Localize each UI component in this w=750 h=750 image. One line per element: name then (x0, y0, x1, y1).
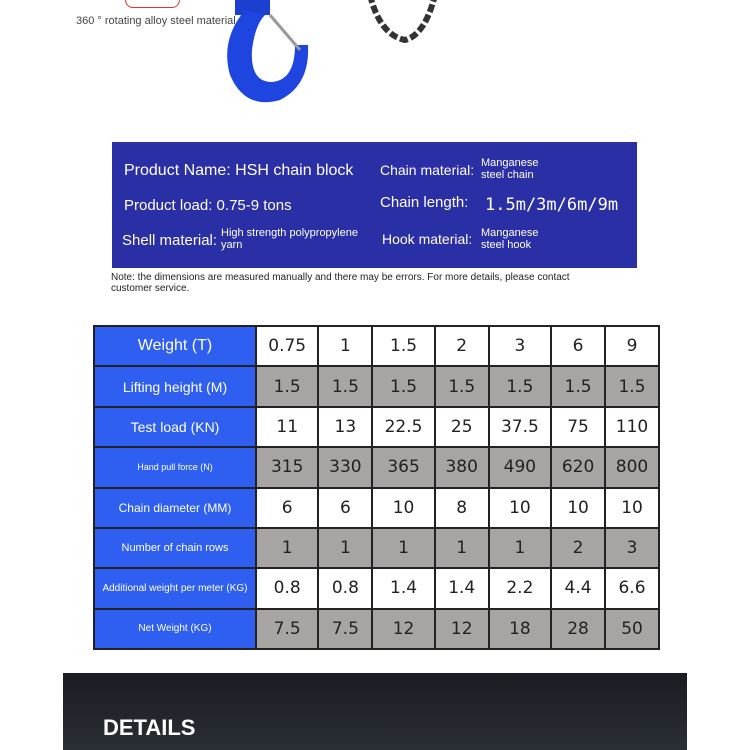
chain-material-label: Chain material: (380, 162, 475, 178)
row-label: Weight (T) (94, 326, 256, 366)
table-row (94, 609, 659, 649)
table-cell: 1.4 (372, 568, 434, 608)
table-row (94, 326, 659, 366)
table-cell: 4.4 (551, 568, 605, 608)
table-cell: 2.2 (489, 568, 551, 608)
table-cell: 22.5 (372, 407, 434, 447)
chain-length-value: 1.5m/3m/6m/9m (485, 195, 619, 215)
table-cell: 1 (318, 528, 372, 568)
hook-image (210, 0, 320, 115)
hook-label: Hook material: (382, 231, 473, 247)
table-row (94, 568, 659, 608)
table-cell: 1 (372, 528, 434, 568)
table-row (94, 528, 659, 568)
spec-table (93, 325, 660, 650)
table-cell: 490 (489, 447, 551, 487)
table-cell: 28 (551, 609, 605, 649)
table-cell: 1 (489, 528, 551, 568)
table-cell: 25 (435, 407, 489, 447)
hook-value: Manganese steel hook (481, 227, 539, 251)
rotation-caption: 360 ° rotating alloy steel material (76, 15, 236, 27)
table-cell: 365 (372, 447, 434, 487)
row-label: Net Weight (KG) (94, 609, 256, 649)
table-cell: 10 (551, 488, 605, 528)
table-cell: 6 (318, 488, 372, 528)
table-cell: 7.5 (256, 609, 318, 649)
details-banner (63, 673, 687, 750)
table-cell: 75 (551, 407, 605, 447)
table-cell: 1 (256, 528, 318, 568)
table-cell: 315 (256, 447, 318, 487)
table-cell: 1 (435, 528, 489, 568)
row-label: Test load (KN) (94, 407, 256, 447)
table-cell: 12 (435, 609, 489, 649)
table-cell: 1 (318, 326, 372, 366)
table-cell: 1.5 (551, 366, 605, 406)
table-cell: 2 (435, 326, 489, 366)
table-cell: 110 (605, 407, 659, 447)
table-cell: 1.5 (435, 366, 489, 406)
table-cell: 13 (318, 407, 372, 447)
table-cell: 10 (372, 488, 434, 528)
shell-label: Shell material: (122, 232, 218, 249)
chain-material-value: Manganese steel chain (481, 157, 539, 181)
table-row (94, 488, 659, 528)
table-cell: 1.5 (256, 366, 318, 406)
table-cell: 2 (551, 528, 605, 568)
table-cell: 12 (372, 609, 434, 649)
table-cell: 1.5 (318, 366, 372, 406)
table-cell: 6 (551, 326, 605, 366)
table-cell: 10 (489, 488, 551, 528)
table-cell: 6 (256, 488, 318, 528)
table-cell: 10 (605, 488, 659, 528)
disclaimer-note: Note: the dimensions are measured manually and there may be errors. For more details, please contact customer service. (111, 272, 570, 294)
table-cell: 7.5 (318, 609, 372, 649)
row-label: Lifting height (M) (94, 366, 256, 406)
table-cell: 50 (605, 609, 659, 649)
product-name: Product Name: HSH chain block (124, 162, 354, 179)
table-cell: 9 (605, 326, 659, 366)
table-cell: 620 (551, 447, 605, 487)
table-row (94, 366, 659, 406)
table-cell: 1.5 (489, 366, 551, 406)
table-cell: 380 (435, 447, 489, 487)
feature-badge (125, 0, 180, 8)
table-cell: 1.4 (435, 568, 489, 608)
table-cell: 3 (489, 326, 551, 366)
shell-value: High strength polypropylene yarn (221, 227, 358, 251)
table-cell: 330 (318, 447, 372, 487)
table-cell: 0.8 (256, 568, 318, 608)
chain-length-label: Chain length: (380, 194, 469, 211)
row-label: Chain diameter (MM) (94, 488, 256, 528)
row-label: Hand pull force (N) (94, 447, 256, 487)
row-label: Number of chain rows (94, 528, 256, 568)
table-row (94, 447, 659, 487)
table-cell: 18 (489, 609, 551, 649)
row-label: Additional weight per meter (KG) (94, 568, 256, 608)
table-cell: 8 (435, 488, 489, 528)
spec-panel (112, 142, 637, 268)
table-cell: 3 (605, 528, 659, 568)
details-heading: DETAILS (103, 715, 196, 740)
table-cell: 1.5 (605, 366, 659, 406)
product-load: Product load: 0.75-9 tons (124, 197, 292, 214)
table-cell: 800 (605, 447, 659, 487)
table-cell: 0.75 (256, 326, 318, 366)
table-cell: 1.5 (372, 326, 434, 366)
table-cell: 37.5 (489, 407, 551, 447)
table-cell: 1.5 (372, 366, 434, 406)
table-row (94, 407, 659, 447)
table-cell: 6.6 (605, 568, 659, 608)
table-cell: 11 (256, 407, 318, 447)
chain-image (360, 0, 470, 50)
table-cell: 0.8 (318, 568, 372, 608)
